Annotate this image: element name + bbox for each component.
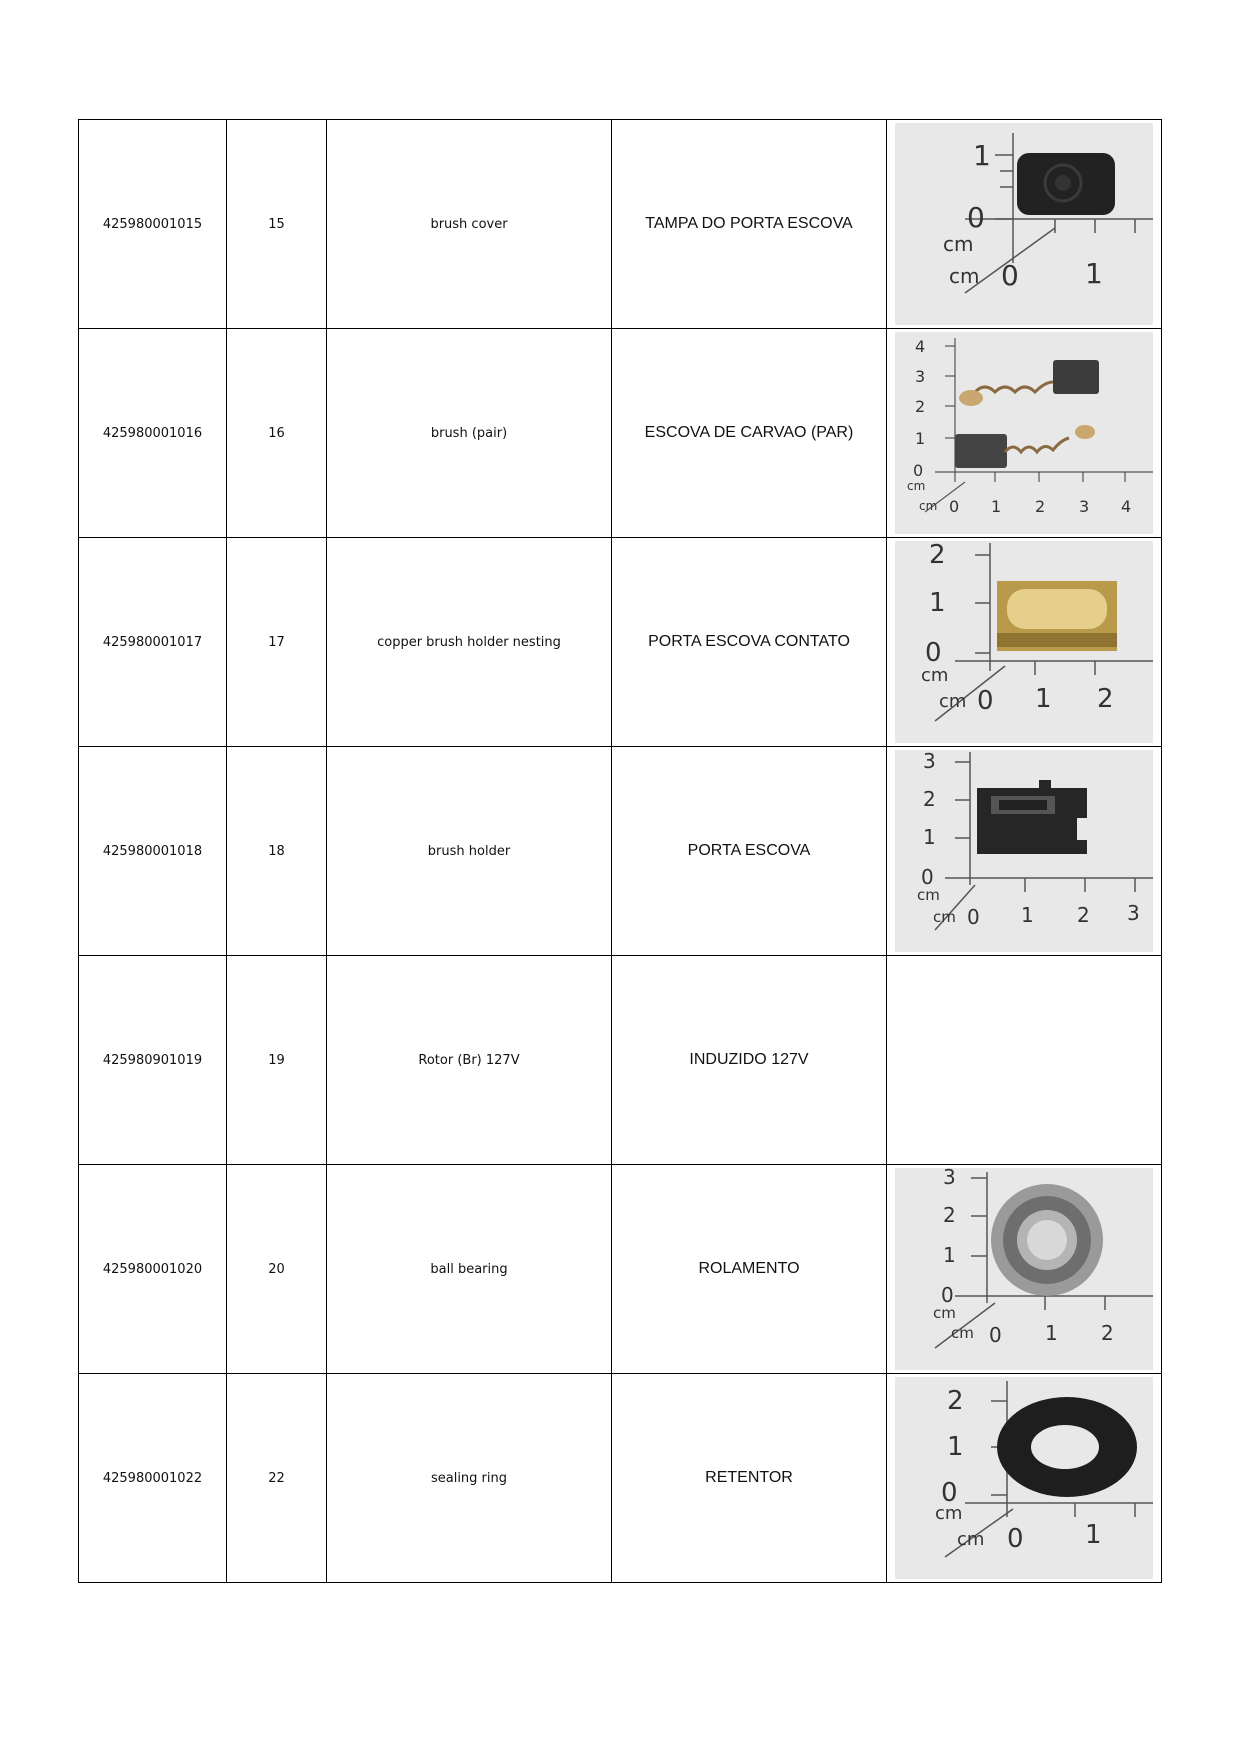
table-row [79, 120, 1162, 329]
scale-unit: cm [943, 232, 974, 256]
scale-label: 2 [1035, 497, 1046, 516]
scale-label: 3 [943, 1168, 956, 1189]
scale-unit: cm [939, 691, 967, 712]
table-row [79, 747, 1162, 956]
position-number: 17 [227, 538, 327, 747]
empty-image-cell [887, 956, 1162, 1165]
scale-label: 1 [1045, 1321, 1058, 1345]
scale-unit: cm [919, 499, 938, 513]
sealing-ring-photo [895, 1377, 1153, 1579]
scale-label: 1 [1035, 684, 1052, 714]
scale-label: 3 [915, 367, 926, 386]
scale-label: 1 [1021, 903, 1034, 927]
description-en: brush cover [327, 120, 612, 329]
scale-label: 0 [967, 201, 985, 234]
scale-label: 0 [949, 497, 960, 516]
scale-label: 3 [923, 750, 936, 773]
scale-unit: cm [933, 1304, 956, 1322]
brush-holder-photo [895, 750, 1153, 952]
table-row [79, 1165, 1162, 1374]
description-pt: INDUZIDO 127V [612, 956, 887, 1165]
scale-unit: cm [921, 665, 949, 686]
description-pt: ESCOVA DE CARVAO (PAR) [612, 329, 887, 538]
scale-label: 1 [943, 1243, 956, 1267]
table-row [79, 956, 1162, 1165]
carbon-brush-pair-photo [895, 332, 1153, 534]
scale-label: 4 [1121, 497, 1132, 516]
scale-label: 1 [1085, 257, 1103, 290]
scale-label: 2 [1077, 903, 1090, 927]
position-number: 18 [227, 747, 327, 956]
scale-label: 2 [943, 1203, 956, 1227]
scale-unit: cm [951, 1324, 974, 1342]
description-en: brush (pair) [327, 329, 612, 538]
scale-label: 0 [941, 1478, 958, 1508]
description-en: Rotor (Br) 127V [327, 956, 612, 1165]
scale-unit: cm [917, 886, 940, 904]
scale-label: 0 [977, 686, 994, 716]
scale-label: 2 [929, 541, 946, 570]
description-pt: PORTA ESCOVA [612, 747, 887, 956]
brush-cover-photo [895, 123, 1153, 325]
description-en: ball bearing [327, 1165, 612, 1374]
scale-label: 2 [915, 397, 926, 416]
position-number: 20 [227, 1165, 327, 1374]
part-number: 425980001022 [79, 1374, 227, 1583]
scale-unit: cm [949, 264, 980, 288]
scale-label: 3 [1127, 901, 1140, 925]
copper-brush-holder-photo [895, 541, 1153, 743]
table-row [79, 1374, 1162, 1583]
part-number: 425980901019 [79, 956, 227, 1165]
table-row [79, 329, 1162, 538]
scale-label: 1 [915, 429, 926, 448]
table-row [79, 538, 1162, 747]
scale-label: 0 [913, 461, 924, 480]
description-en: sealing ring [327, 1374, 612, 1583]
scale-label: 2 [923, 787, 936, 811]
part-number: 425980001018 [79, 747, 227, 956]
scale-unit: cm [935, 1503, 963, 1524]
scale-label: 0 [921, 865, 934, 889]
scale-label: 1 [929, 588, 946, 618]
scale-label: 1 [991, 497, 1002, 516]
scale-label: 0 [989, 1323, 1002, 1347]
description-pt: ROLAMENTO [612, 1165, 887, 1374]
position-number: 22 [227, 1374, 327, 1583]
description-pt: PORTA ESCOVA CONTATO [612, 538, 887, 747]
scale-label: 0 [967, 905, 980, 929]
part-number: 425980001020 [79, 1165, 227, 1374]
part-number: 425980001015 [79, 120, 227, 329]
parts-table [78, 119, 1162, 1583]
part-number: 425980001017 [79, 538, 227, 747]
scale-label: 2 [947, 1386, 964, 1416]
description-pt: RETENTOR [612, 1374, 887, 1583]
part-number: 425980001016 [79, 329, 227, 538]
scale-unit: cm [933, 908, 956, 926]
scale-unit: cm [907, 479, 926, 493]
scale-label: 1 [1085, 1520, 1102, 1550]
position-number: 15 [227, 120, 327, 329]
scale-label: 2 [1097, 684, 1114, 714]
scale-label: 2 [1101, 1321, 1114, 1345]
scale-label: 4 [915, 337, 926, 356]
description-en: brush holder [327, 747, 612, 956]
scale-label: 0 [941, 1283, 954, 1307]
scale-label: 0 [925, 638, 942, 668]
scale-label: 1 [923, 825, 936, 849]
description-en: copper brush holder nesting [327, 538, 612, 747]
position-number: 19 [227, 956, 327, 1165]
scale-label: 1 [947, 1432, 964, 1462]
scale-label: 3 [1079, 497, 1090, 516]
scale-unit: cm [957, 1529, 985, 1550]
scale-label: 1 [973, 139, 991, 172]
scale-label: 0 [1007, 1524, 1024, 1554]
scale-label: 0 [1001, 259, 1019, 292]
position-number: 16 [227, 329, 327, 538]
ball-bearing-photo [895, 1168, 1153, 1370]
description-pt: TAMPA DO PORTA ESCOVA [612, 120, 887, 329]
